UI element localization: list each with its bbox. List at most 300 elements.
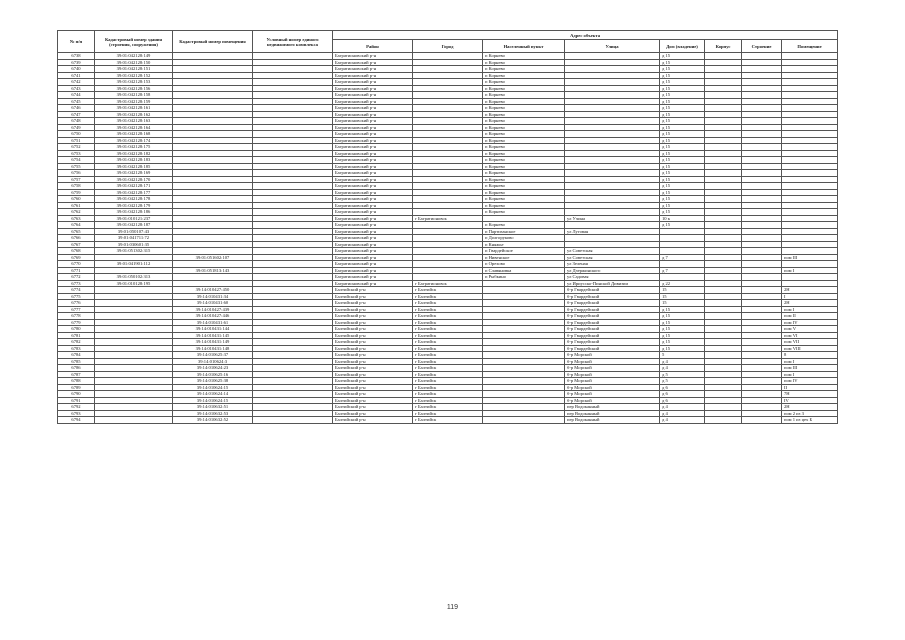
col-region-header: Район bbox=[333, 40, 413, 53]
cell-num: 6739 bbox=[58, 59, 95, 66]
cell-house: д 15 bbox=[660, 326, 705, 333]
cell-num: 6744 bbox=[58, 92, 95, 99]
cell-num: 6782 bbox=[58, 339, 95, 346]
cell-cadastral-building: 39:01:042128:186 bbox=[95, 209, 173, 216]
cell-settlement: п Гвардейское bbox=[483, 248, 565, 255]
cell-settlement: п Княжье bbox=[483, 241, 565, 248]
col-street-header: Улица bbox=[565, 40, 660, 53]
cell-region: Багратионовский р-н bbox=[333, 72, 413, 79]
cell-settlement: п Корнево bbox=[483, 150, 565, 157]
cell-conditional-number bbox=[253, 417, 333, 424]
cell-room: 2Н bbox=[782, 287, 838, 294]
cell-num: 6766 bbox=[58, 235, 95, 242]
cell-house: 5 bbox=[660, 352, 705, 359]
cell-num: 6769 bbox=[58, 254, 95, 261]
cell-region: Балтийский р-н bbox=[333, 345, 413, 352]
cell-street: ул Ириусско-Пинской Дивизии bbox=[565, 280, 660, 287]
cell-street: б-р Гвардейский bbox=[565, 287, 660, 294]
cell-settlement: п Корнево bbox=[483, 209, 565, 216]
cell-city: г Балтийск bbox=[413, 365, 483, 372]
cell-num: 6790 bbox=[58, 391, 95, 398]
cell-region: Балтийский р-н bbox=[333, 332, 413, 339]
cell-cadastral-room: 39:14:010431:61 bbox=[173, 319, 253, 326]
cell-region: Балтийский р-н bbox=[333, 417, 413, 424]
cell-city: г Балтийск bbox=[413, 293, 483, 300]
cell-street: б-р Морской bbox=[565, 384, 660, 391]
table-header bbox=[58, 31, 838, 53]
cell-num: 6781 bbox=[58, 332, 95, 339]
cell-room: 2Н bbox=[782, 300, 838, 307]
cell-num: 6764 bbox=[58, 222, 95, 229]
cell-region: Балтийский р-н bbox=[333, 300, 413, 307]
cell-city: г Балтийск bbox=[413, 404, 483, 411]
cell-settlement: п Корнево bbox=[483, 111, 565, 118]
cell-num: 6763 bbox=[58, 215, 95, 222]
cell-region: Балтийский р-н bbox=[333, 339, 413, 346]
cell-house: д 15 bbox=[660, 150, 705, 157]
cell-num: 6741 bbox=[58, 72, 95, 79]
cell-num: 6738 bbox=[58, 53, 95, 60]
cell-num: 6774 bbox=[58, 287, 95, 294]
cell-room: пом VII bbox=[782, 339, 838, 346]
cell-room: I bbox=[782, 293, 838, 300]
cell-cadastral-building: 39:01:051302:315 bbox=[95, 248, 173, 255]
cell-region: Балтийский р-н bbox=[333, 404, 413, 411]
cell-num: 6784 bbox=[58, 352, 95, 359]
cell-cadastral-building: 39:01:042128:170 bbox=[95, 176, 173, 183]
cell-num: 6752 bbox=[58, 144, 95, 151]
col-num-header: № п/п bbox=[58, 31, 95, 53]
cell-region: Балтийский р-н bbox=[333, 397, 413, 404]
table-row bbox=[58, 417, 838, 424]
registry-table bbox=[57, 30, 838, 424]
cell-region: Багратионовский р-н bbox=[333, 215, 413, 222]
cell-num: 6760 bbox=[58, 196, 95, 203]
cell-num: 6785 bbox=[58, 358, 95, 365]
cell-house: д 6 bbox=[660, 391, 705, 398]
cell-house: д 4 bbox=[660, 365, 705, 372]
cell-house: д 15 bbox=[660, 222, 705, 229]
cell-settlement: п Корнево bbox=[483, 105, 565, 112]
cell-room: пом V bbox=[782, 326, 838, 333]
cell-region: Багратионовский р-н bbox=[333, 85, 413, 92]
cell-street: б-р Морской bbox=[565, 358, 660, 365]
cell-cadastral-room: 39:14:010431:60 bbox=[173, 300, 253, 307]
cell-num: 6788 bbox=[58, 378, 95, 385]
cell-settlement: п Корнево bbox=[483, 144, 565, 151]
cell-num: 6793 bbox=[58, 410, 95, 417]
cell-street: ул Советская bbox=[565, 248, 660, 255]
cell-region: Багратионовский р-н bbox=[333, 59, 413, 66]
cell-house: д 15 bbox=[660, 313, 705, 320]
cell-room: пом II bbox=[782, 313, 838, 320]
cell-house: д 15 bbox=[660, 105, 705, 112]
cell-street: ул Учина bbox=[565, 215, 660, 222]
cell-region: Багратионовский р-н bbox=[333, 150, 413, 157]
cell-street: б-р Морской bbox=[565, 371, 660, 378]
cell-city: г Балтийск bbox=[413, 326, 483, 333]
cell-street: б-р Гвардейский bbox=[565, 313, 660, 320]
cell-city: г Балтийск bbox=[413, 352, 483, 359]
cell-cadastral-building: 39:01:042128:177 bbox=[95, 189, 173, 196]
cell-settlement: п Корнево bbox=[483, 85, 565, 92]
cell-room: 7Н bbox=[782, 391, 838, 398]
cell-cadastral-building: 39:01:042128:159 bbox=[95, 98, 173, 105]
cell-cadastral-building: 39:01:041711:72 bbox=[95, 235, 173, 242]
cell-region: Балтийский р-н bbox=[333, 358, 413, 365]
cell-settlement: п Нивенское bbox=[483, 254, 565, 261]
cell-num: 6747 bbox=[58, 111, 95, 118]
cell-house: д 5 bbox=[660, 371, 705, 378]
cell-settlement: п Корнево bbox=[483, 53, 565, 60]
cell-num: 6787 bbox=[58, 371, 95, 378]
cell-cadastral-building: 39:01:042128:179 bbox=[95, 202, 173, 209]
cell-house: д 4 bbox=[660, 404, 705, 411]
cell-house: д 15 bbox=[660, 111, 705, 118]
cell-region: Багратионовский р-н bbox=[333, 261, 413, 268]
cell-region: Балтийский р-н bbox=[333, 378, 413, 385]
cell-num: 6753 bbox=[58, 150, 95, 157]
cell-region: Багратионовский р-н bbox=[333, 66, 413, 73]
cell-num: 6767 bbox=[58, 241, 95, 248]
cell-city: г Балтийск bbox=[413, 339, 483, 346]
cell-region: Багратионовский р-н bbox=[333, 131, 413, 138]
cell-house: д 15 bbox=[660, 319, 705, 326]
cell-cadastral-building: 39:01:042128:163 bbox=[95, 118, 173, 125]
cell-house: д 15 bbox=[660, 144, 705, 151]
cell-city: г Балтийск bbox=[413, 287, 483, 294]
cell-num: 6771 bbox=[58, 267, 95, 274]
cell-cadastral-room: 39:14:010632:52 bbox=[173, 417, 253, 424]
cell-cadastral-room: 39:14:010431:145 bbox=[173, 332, 253, 339]
cell-room: пом 2 из 3 bbox=[782, 410, 838, 417]
cell-street: пер Водоканный bbox=[565, 417, 660, 424]
cell-region: Балтийский р-н bbox=[333, 410, 413, 417]
cell-settlement: п Корнево bbox=[483, 176, 565, 183]
cell-num: 6789 bbox=[58, 384, 95, 391]
cell-street: б-р Гвардейский bbox=[565, 293, 660, 300]
cell-room: пом IV bbox=[782, 378, 838, 385]
cell-cadastral-building: 39:01:042128:162 bbox=[95, 111, 173, 118]
cell-cadastral-building: 39:01:042128:164 bbox=[95, 124, 173, 131]
cell-settlement: п Корнево bbox=[483, 98, 565, 105]
cell-region: Багратионовский р-н bbox=[333, 157, 413, 164]
cell-street: пер Водоканный bbox=[565, 404, 660, 411]
cell-region: Багратионовский р-н bbox=[333, 202, 413, 209]
col-conditional-number-header: Условный номер единого недвижимого комплекса bbox=[253, 31, 333, 53]
cell-block bbox=[705, 417, 742, 424]
cell-cadastral-building: 39:01:042128:161 bbox=[95, 105, 173, 112]
cell-region: Балтийский р-н bbox=[333, 326, 413, 333]
cell-region: Багратионовский р-н bbox=[333, 209, 413, 216]
cell-num: 6757 bbox=[58, 176, 95, 183]
cell-settlement: п Корнево bbox=[483, 222, 565, 229]
cell-cadastral-building: 39:01:042128:182 bbox=[95, 150, 173, 157]
cell-region: Багратионовский р-н bbox=[333, 111, 413, 118]
cell-region: Балтийский р-н bbox=[333, 384, 413, 391]
cell-house: д 22 bbox=[660, 280, 705, 287]
cell-num: 6783 bbox=[58, 345, 95, 352]
cell-street: б-р Морской bbox=[565, 391, 660, 398]
cell-room: пом I bbox=[782, 267, 838, 274]
cell-region: Балтийский р-н bbox=[333, 287, 413, 294]
cell-num: 6773 bbox=[58, 280, 95, 287]
cell-cadastral-building: 39:01:041901:112 bbox=[95, 261, 173, 268]
cell-street: ул Зеленая bbox=[565, 261, 660, 268]
cell-settlement: п Корнево bbox=[483, 66, 565, 73]
cell-settlement: п Корнево bbox=[483, 79, 565, 86]
cell-region: Багратионовский р-н bbox=[333, 254, 413, 261]
cell-cadastral-building: 39:01:050107:43 bbox=[95, 228, 173, 235]
cell-num: 6786 bbox=[58, 365, 95, 372]
cell-city: г Багратионовск bbox=[413, 215, 483, 222]
cell-cadastral-room: 39:01:051602:107 bbox=[173, 254, 253, 261]
cell-num: 6792 bbox=[58, 404, 95, 411]
cell-settlement bbox=[483, 417, 565, 424]
col-house-header: Дом (владение) bbox=[660, 40, 705, 53]
cell-num: 6765 bbox=[58, 228, 95, 235]
cell-cadastral-building: 39:01:042128:178 bbox=[95, 196, 173, 203]
cell-settlement: п Орехово bbox=[483, 261, 565, 268]
cell-cadastral-building: 39:01:042128:156 bbox=[95, 85, 173, 92]
cell-cadastral-building: 39:01:042128:151 bbox=[95, 66, 173, 73]
cell-cadastral-building bbox=[95, 417, 173, 424]
cell-settlement: п Корнево bbox=[483, 92, 565, 99]
cell-room: 2Н bbox=[782, 404, 838, 411]
cell-structure bbox=[742, 417, 782, 424]
cell-settlement: п Корнево bbox=[483, 170, 565, 177]
cell-cadastral-room: 39:14:010431:144 bbox=[173, 326, 253, 333]
cell-num: 6780 bbox=[58, 326, 95, 333]
cell-city: г Балтийск bbox=[413, 397, 483, 404]
cell-house: д 15 bbox=[660, 183, 705, 190]
cell-region: Балтийский р-н bbox=[333, 365, 413, 372]
cell-cadastral-room: 39:01:051813:143 bbox=[173, 267, 253, 274]
cell-house: д 15 bbox=[660, 53, 705, 60]
cell-region: Багратионовский р-н bbox=[333, 124, 413, 131]
cell-city: г Балтийск bbox=[413, 378, 483, 385]
cell-region: Багратионовский р-н bbox=[333, 241, 413, 248]
cell-city: г Балтийск bbox=[413, 391, 483, 398]
cell-room: пом III bbox=[782, 254, 838, 261]
cell-house: д 15 bbox=[660, 306, 705, 313]
cell-cadastral-room: 39:14:010427:439 bbox=[173, 306, 253, 313]
cell-settlement: п Корнево bbox=[483, 202, 565, 209]
cell-street: б-р Гвардейский bbox=[565, 326, 660, 333]
cell-settlement: п Корнево bbox=[483, 118, 565, 125]
cell-cadastral-building: 39:01:042128:169 bbox=[95, 170, 173, 177]
cell-cadastral-building: 39:01:050102:313 bbox=[95, 274, 173, 281]
page-number: 119 bbox=[446, 604, 459, 611]
cell-cadastral-room: 39:14:010624:14 bbox=[173, 391, 253, 398]
cell-num: 6762 bbox=[58, 209, 95, 216]
address-group-header: Адрес объекта bbox=[333, 31, 838, 40]
cell-num: 6745 bbox=[58, 98, 95, 105]
cell-region: Багратионовский р-н bbox=[333, 280, 413, 287]
cell-cadastral-building: 39:01:030601:35 bbox=[95, 241, 173, 248]
cell-cadastral-building: 39:01:010121:237 bbox=[95, 215, 173, 222]
cell-house: д 7 bbox=[660, 267, 705, 274]
cell-region: Багратионовский р-н bbox=[333, 137, 413, 144]
cell-city: г Балтийск bbox=[413, 410, 483, 417]
cell-room: пом I bbox=[782, 306, 838, 313]
cell-street: б-р Гвардейский bbox=[565, 306, 660, 313]
cell-region: Багратионовский р-н bbox=[333, 79, 413, 86]
col-cadastral-building-header: Кадастровый номер здания (строения, сооружения) bbox=[95, 31, 173, 53]
cell-num: 6754 bbox=[58, 157, 95, 164]
cell-house: д 15 bbox=[660, 189, 705, 196]
cell-cadastral-building: 39:01:042128:183 bbox=[95, 157, 173, 164]
cell-city: г Балтийск bbox=[413, 384, 483, 391]
cell-cadastral-room: 39:14:010632:53 bbox=[173, 410, 253, 417]
cell-cadastral-room: 39:14:010625:16 bbox=[173, 371, 253, 378]
cell-settlement: п Корнево bbox=[483, 72, 565, 79]
cell-house: 15 bbox=[660, 293, 705, 300]
cell-region: Багратионовский р-н bbox=[333, 228, 413, 235]
cell-street: б-р Морской bbox=[565, 397, 660, 404]
cell-cadastral-building: 39:01:042128:158 bbox=[95, 92, 173, 99]
cell-cadastral-room: 39:14:010624:15 bbox=[173, 397, 253, 404]
cell-settlement: п Рыбкино bbox=[483, 274, 565, 281]
cell-street: б-р Гвардейский bbox=[565, 339, 660, 346]
cell-cadastral-building: 39:01:042128:185 bbox=[95, 163, 173, 170]
cell-house: д 6 bbox=[660, 397, 705, 404]
cell-street: б-р Морской bbox=[565, 365, 660, 372]
cell-city: г Балтийск bbox=[413, 345, 483, 352]
cell-house: д 15 bbox=[660, 66, 705, 73]
cell-region: Балтийский р-н bbox=[333, 313, 413, 320]
cell-region: Багратионовский р-н bbox=[333, 267, 413, 274]
cell-street: б-р Морской bbox=[565, 378, 660, 385]
cell-num: 6750 bbox=[58, 131, 95, 138]
cell-house: 15 bbox=[660, 300, 705, 307]
cell-street: ул Садовая bbox=[565, 274, 660, 281]
col-cadastral-room-header: Кадастровый номер помещения bbox=[173, 31, 253, 53]
cell-num: 6776 bbox=[58, 300, 95, 307]
cell-house: д 15 bbox=[660, 85, 705, 92]
cell-cadastral-room: 39:14:010431:34 bbox=[173, 293, 253, 300]
cell-house: д 7 bbox=[660, 254, 705, 261]
cell-house: д 15 bbox=[660, 332, 705, 339]
cell-num: 6740 bbox=[58, 66, 95, 73]
cell-num: 6759 bbox=[58, 189, 95, 196]
cell-region: Багратионовский р-н bbox=[333, 274, 413, 281]
cell-num: 6779 bbox=[58, 319, 95, 326]
cell-settlement: п Корнево bbox=[483, 157, 565, 164]
cell-house: 15 bbox=[660, 287, 705, 294]
cell-settlement: п Корнево bbox=[483, 189, 565, 196]
cell-house: д 6 bbox=[660, 384, 705, 391]
cell-num: 6751 bbox=[58, 137, 95, 144]
cell-cadastral-room: 39:14:010625:38 bbox=[173, 378, 253, 385]
cell-num: 6749 bbox=[58, 124, 95, 131]
cell-house: д 15 bbox=[660, 124, 705, 131]
cell-room: пом I bbox=[782, 358, 838, 365]
cell-cadastral-room: 39:14:010624:3 bbox=[173, 358, 253, 365]
cell-num: 6794 bbox=[58, 417, 95, 424]
cell-house: д 15 bbox=[660, 92, 705, 99]
cell-house: д 15 bbox=[660, 79, 705, 86]
cell-house: д 15 bbox=[660, 59, 705, 66]
cell-cadastral-building: 39:01:042128:168 bbox=[95, 131, 173, 138]
cell-cadastral-building: 39:01:010128:195 bbox=[95, 280, 173, 287]
cell-house: д 15 bbox=[660, 209, 705, 216]
cell-region: Балтийский р-н bbox=[333, 306, 413, 313]
cell-city: г Балтийск bbox=[413, 313, 483, 320]
cell-street: б-р Морской bbox=[565, 352, 660, 359]
cell-region: Багратионовский р-н bbox=[333, 118, 413, 125]
cell-room: IV bbox=[782, 397, 838, 404]
cell-street: ул Дзержинского bbox=[565, 267, 660, 274]
cell-house: д 15 bbox=[660, 345, 705, 352]
cell-cadastral-room: 39:14:010431:149 bbox=[173, 339, 253, 346]
cell-num: 6742 bbox=[58, 79, 95, 86]
cell-city: г Балтийск bbox=[413, 319, 483, 326]
cell-region: Балтийский р-н bbox=[333, 293, 413, 300]
cell-street: ул Советская bbox=[565, 254, 660, 261]
cell-region: Багратионовский р-н bbox=[333, 196, 413, 203]
col-room-header: Помещение bbox=[782, 40, 838, 53]
cell-house: д 15 bbox=[660, 170, 705, 177]
col-settlement-header: Населенный пункт bbox=[483, 40, 565, 53]
cell-region: Балтийский р-н bbox=[333, 391, 413, 398]
cell-house: д 15 bbox=[660, 118, 705, 125]
cell-room: пом 1 из цех Б bbox=[782, 417, 838, 424]
cell-num: 6755 bbox=[58, 163, 95, 170]
cell-street: б-р Гвардейский bbox=[565, 345, 660, 352]
cell-house: д 4 bbox=[660, 410, 705, 417]
cell-settlement: п Корнево bbox=[483, 183, 565, 190]
cell-cadastral-building: 39:01:042128:171 bbox=[95, 183, 173, 190]
col-structure-header: Строение bbox=[742, 40, 782, 53]
cell-street: б-р Гвардейский bbox=[565, 332, 660, 339]
cell-street: пер Водоканный bbox=[565, 410, 660, 417]
cell-num: 6775 bbox=[58, 293, 95, 300]
cell-region: Багратионовский р-н bbox=[333, 53, 413, 60]
cell-region: Багратионовский р-н bbox=[333, 222, 413, 229]
cell-room: пом VIII bbox=[782, 345, 838, 352]
cell-num: 6761 bbox=[58, 202, 95, 209]
cell-num: 6748 bbox=[58, 118, 95, 125]
cell-city: г Балтийск bbox=[413, 332, 483, 339]
table-body bbox=[58, 53, 838, 424]
cell-cadastral-building: 39:01:042128:174 bbox=[95, 137, 173, 144]
cell-region: Балтийский р-н bbox=[333, 371, 413, 378]
cell-cadastral-room: 39:14:010625:37 bbox=[173, 352, 253, 359]
cell-city: г Балтийск bbox=[413, 306, 483, 313]
cell-house: д 15 bbox=[660, 137, 705, 144]
cell-house: д 4 bbox=[660, 358, 705, 365]
cell-num: 6768 bbox=[58, 248, 95, 255]
cell-region: Багратионовский р-н bbox=[333, 248, 413, 255]
cell-cadastral-room: 39:14:010624:23 bbox=[173, 365, 253, 372]
cell-cadastral-room: 39:14:010427:446 bbox=[173, 313, 253, 320]
cell-street: б-р Гвардейский bbox=[565, 300, 660, 307]
cell-city: г Багратионовск bbox=[413, 280, 483, 287]
cell-house: д 15 bbox=[660, 131, 705, 138]
cell-num: 6770 bbox=[58, 261, 95, 268]
cell-house: д 15 bbox=[660, 98, 705, 105]
cell-cadastral-room: 39:14:010431:148 bbox=[173, 345, 253, 352]
cell-region: Багратионовский р-н bbox=[333, 183, 413, 190]
cell-settlement: п Корнево bbox=[483, 131, 565, 138]
cell-city: г Балтийск bbox=[413, 300, 483, 307]
cell-region: Багратионовский р-н bbox=[333, 163, 413, 170]
cell-region: Балтийский р-н bbox=[333, 319, 413, 326]
cell-region: Багратионовский р-н bbox=[333, 98, 413, 105]
cell-num: 6756 bbox=[58, 170, 95, 177]
cell-region: Багратионовский р-н bbox=[333, 92, 413, 99]
